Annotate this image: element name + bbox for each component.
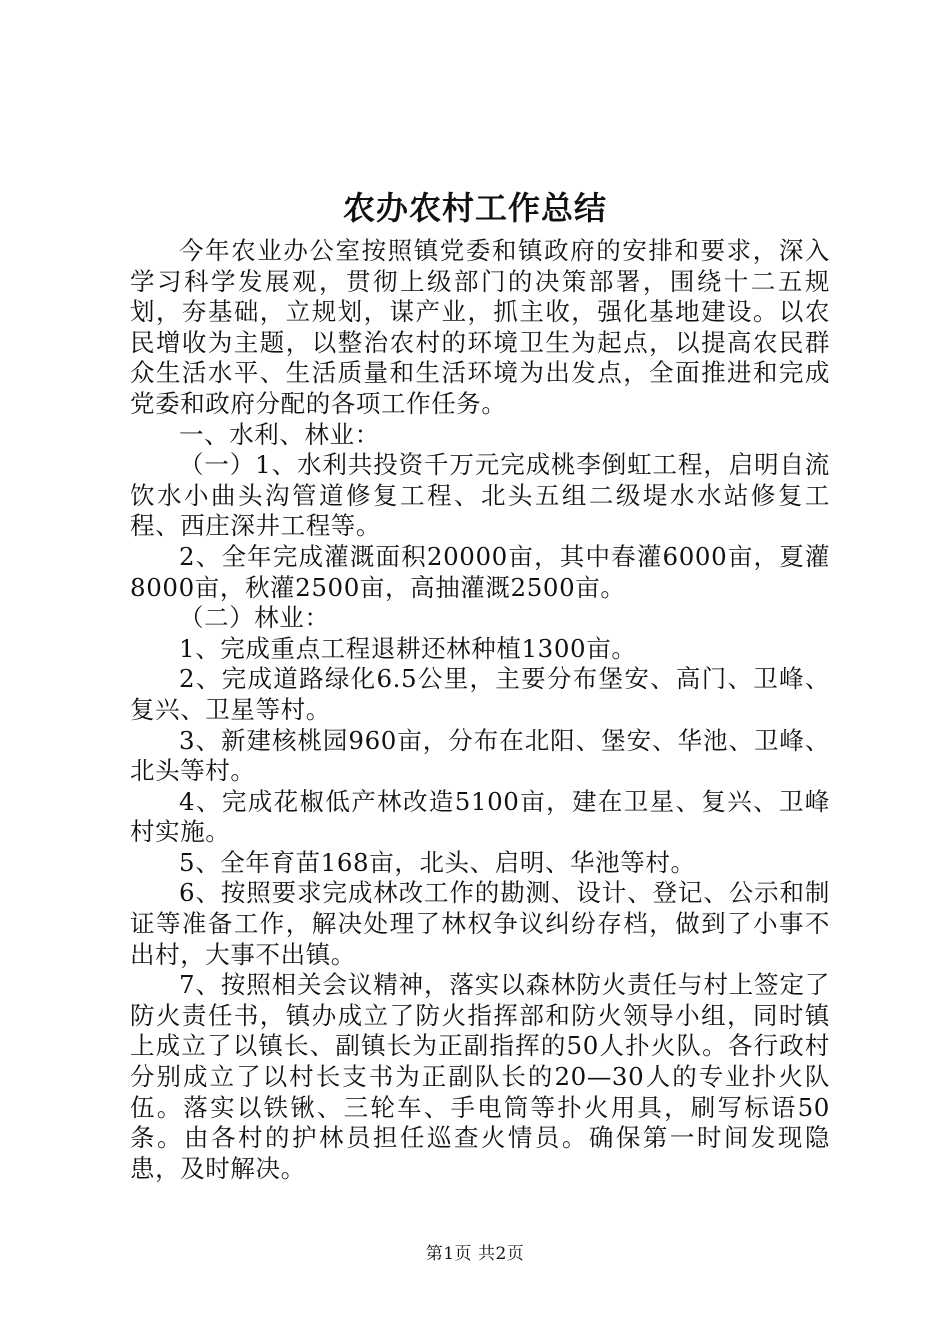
- paragraph-water-1: （一）1、水利共投资千万元完成桃李倒虹工程，启明自流饮水小曲头沟管道修复工程、北头五组二级堤水水站修复工程、西庄深井工程等。: [130, 450, 830, 541]
- paragraph-water-2: 2、全年完成灌溉面积20000亩，其中春灌6000亩，夏灌8000亩，秋灌2500亩，高抽灌溉2500亩。: [130, 541, 830, 602]
- paragraph-forestry-6: 6、按照要求完成林改工作的勘测、设计、登记、公示和制证等准备工作，解决处理了林权争议纠纷存档，做到了小事不出村，大事不出镇。: [130, 878, 830, 969]
- document-body: [130, 236, 830, 1184]
- paragraph-forestry-7: 7、按照相关会议精神，落实以森林防火责任与村上签定了防火责任书，镇办成立了防火指挥部和防火领导小组，同时镇上成立了以镇长、副镇长为正副指挥的50人扑火队。各行政村分别成立了以村长支书为正副队长的20—30人的专业扑火队伍。落实以铁锹、三轮车、手电筒等扑火用具，刷写标语50条。由各村的护林员担任巡查火情员。确保第一时间发现隐患，及时解决。: [130, 970, 830, 1183]
- paragraph-forestry-1: 1、完成重点工程退耕还林种植1300亩。: [179, 633, 637, 663]
- paragraph-forestry-5: 5、全年育苗168亩，北头、启明、华池等村。: [179, 847, 696, 877]
- page-footer: 第1页 共2页: [425, 1244, 525, 1264]
- paragraph-forestry-3: 3、新建核桃园960亩，分布在北阳、堡安、华池、卫峰、北头等村。: [130, 725, 830, 786]
- paragraph-forestry-2: 2、完成道路绿化6.5公里，主要分布堡安、高门、卫峰、复兴、卫星等村。: [130, 664, 830, 724]
- paragraph-forestry-4: 4、完成花椒低产林改造5100亩，建在卫星、复兴、卫峰村实施。: [130, 786, 830, 847]
- heading-forestry: （二）林业：: [179, 603, 330, 633]
- paragraph-intro: 今年农业办公室按照镇党委和镇政府的安排和要求，深入学习科学发展观，贯彻上级部门的决策部署，围绕十二五规划，夯基础，立规划，谋产业，抓主收，强化基地建设。以农民增收为主题，以整治农村的环境卫生为起点，以提高农民群众生活水平、生活质量和生活环境为出发点，全面推进和完成党委和政府分配的各项工作任务。: [130, 236, 830, 418]
- document-title: 农办农村工作总结: [342, 189, 607, 227]
- heading-section-1: 一、水利、林业：: [179, 419, 380, 449]
